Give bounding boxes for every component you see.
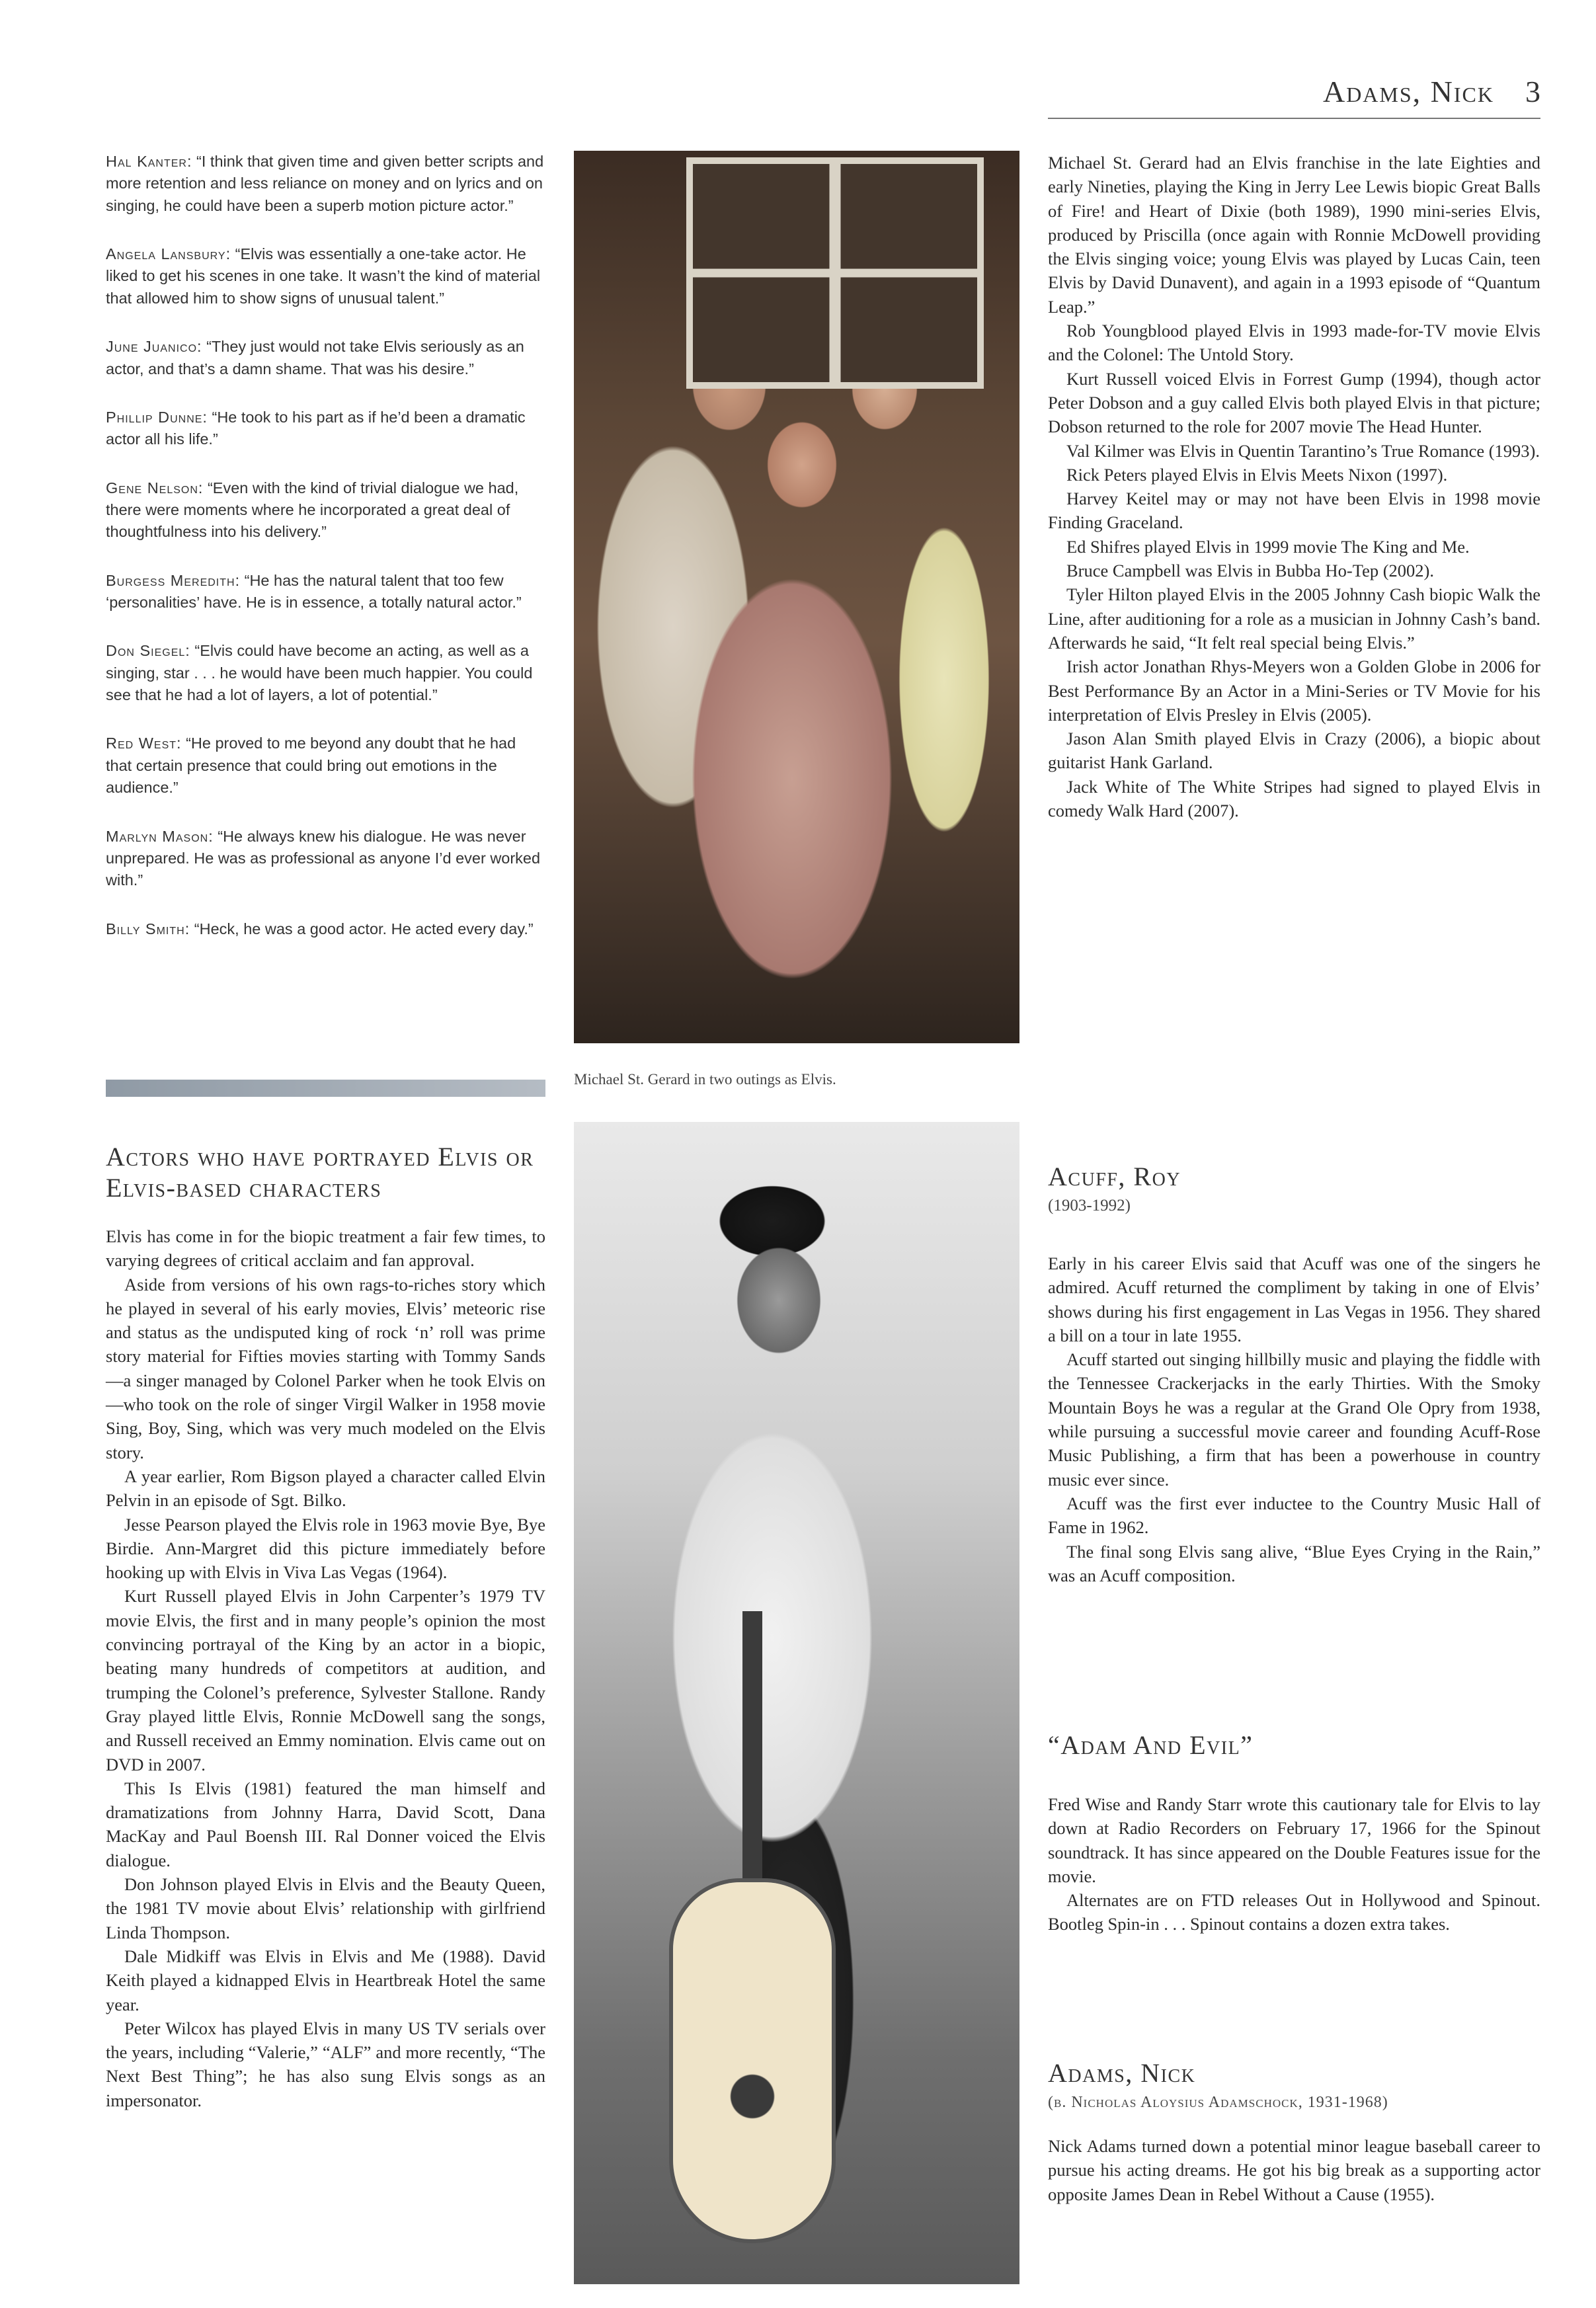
quote <box>106 918 545 940</box>
section-heading-nick-adams: Adams, Nick <box>1048 2058 1196 2088</box>
quote-speaker: Red West: <box>106 735 182 752</box>
nick-adams-birthname: (b. Nicholas Aloysius Adamschock, 1931-1968) <box>1048 2094 1388 2111</box>
paragraph: Peter Wilcox has played Elvis in many US TV serials over the years, including “Valerie,” “ALF” and more recently, “The Next Best Thing”; he has also sung Elvis songs as an impersonator. <box>106 2018 545 2110</box>
paragraph: Alternates are on FTD releases Out in Hollywood and Spinout. Bootleg Spin-in . . . Spinout contains a dozen extra takes. <box>1048 1890 1540 1934</box>
quote-text: “He proved to me beyond any doubt that he had that certain presence that could bring out emotions in the audience.” <box>106 735 516 797</box>
quote-text: “He took to his part as if he’d been a dramatic actor all his life.” <box>106 408 526 448</box>
running-header <box>1048 71 1540 119</box>
quote <box>106 733 545 799</box>
quote <box>106 640 545 706</box>
guitar-neck-shape <box>742 1611 762 1895</box>
photo-caption: Michael St. Gerard in two outings as Elvis. <box>574 1071 836 1088</box>
quote-text: “Elvis was essentially a one-take actor. He liked to get his scenes in one take. It wasn’t the kind of material that allowed him to show signs of unusual talent.” <box>106 245 541 307</box>
paragraph: Jason Alan Smith played Elvis in Crazy (2006), a biopic about guitarist Hank Garland. <box>1048 729 1540 773</box>
quote <box>106 477 545 543</box>
quote <box>106 243 545 309</box>
quote-speaker: Don Siegel: <box>106 642 190 660</box>
paragraph: Elvis has come in for the biopic treatment a fair few times, to varying degrees of critical acclaim and fan approval. <box>106 1226 545 1271</box>
quote <box>106 826 545 892</box>
paragraph: Acuff was the first ever inductee to the Country Music Hall of Fame in 1962. <box>1048 1493 1540 1538</box>
paragraph: Jack White of The White Stripes had signed to played Elvis in comedy Walk Hard (2007). <box>1048 776 1540 821</box>
text-column-acuff <box>1048 1252 1540 1587</box>
paragraph: Jesse Pearson played the Elvis role in 1963 movie Bye, Bye Birdie. Ann-Margret did this picture immediately before hooking up with Elvis in Viva Las Vegas (1964). <box>106 1514 545 1583</box>
paragraph: Ed Shifres played Elvis in 1999 movie The King and Me. <box>1066 536 1470 557</box>
paragraph: Harvey Keitel may or may not have been Elvis in 1998 movie Finding Graceland. <box>1048 489 1540 533</box>
photo-elvis-with-guitar <box>574 1122 1019 2284</box>
paragraph: Kurt Russell played Elvis in John Carpenter’s 1979 TV movie Elvis, the first and in many people’s opinion the most convincing portrayal of the King by an actor in a biopic, beating many hundreds of competitors at audition, and trumping the Colonel’s preference, Sylvester Stallone. Randy Gray played little Elvis, Ronnie McDowell sang the songs, and Russell received an Emmy nomination. Elvis came out on DVD in 2007. <box>106 1586 545 1774</box>
section-heading-acuff: Acuff, Roy <box>1048 1162 1181 1191</box>
paragraph: Acuff started out singing hillbilly music and playing the fiddle with the Tennessee Crackerjacks in the early Thirties. With the Smoky Mountain Boys he was a regular at the Grand Ole Opry from 1938, while pursuing a successful movie career and founding Acuff-Rose Music Publishing, a firm that has been a powerhouse in country music ever since. <box>1048 1349 1540 1490</box>
text-column-nick-adams <box>1048 2134 1540 2206</box>
quote-text: “Even with the kind of trivial dialogue we had, there were moments where he incorporated a great deal of thoughtfulness into his delivery.” <box>106 479 519 541</box>
quote-speaker: Billy Smith: <box>106 920 190 937</box>
quote-text: “He always knew his dialogue. He was never unprepared. He was as professional as anyone I’d ever worked with.” <box>106 827 541 889</box>
paragraph: Rick Peters played Elvis in Elvis Meets Nixon (1997). <box>1066 464 1448 485</box>
section-heading-adam-and-evil: “Adam And Evil” <box>1048 1730 1254 1760</box>
paragraph: The final song Elvis sang alive, “Blue Eyes Crying in the Rain,” was an Acuff composition. <box>1048 1541 1540 1585</box>
text-column-adam-and-evil <box>1048 1792 1540 1936</box>
quote <box>106 151 545 217</box>
paragraph: Bruce Campbell was Elvis in Bubba Ho-Tep (2002). <box>1066 561 1435 581</box>
quote <box>106 336 545 380</box>
quote-text: “Elvis could have become an acting, as well as a singing, star . . . he would have been much happier. You could see that he had a lot of layers, a lot of potential.” <box>106 642 533 704</box>
paragraph: Rob Youngblood played Elvis in 1993 made-for-TV movie Elvis and the Colonel: The Untold Story. <box>1048 321 1540 365</box>
quote-speaker: June Juanico: <box>106 338 202 356</box>
paragraph: Fred Wise and Randy Starr wrote this cautionary tale for Elvis to lay down at Radio Recorders on February 17, 1966 for the Spinout soundtrack. It has since appeared on the Double Features issue for the movie. <box>1048 1794 1540 1886</box>
quote-speaker: Marlyn Mason: <box>106 827 214 845</box>
paragraph: Tyler Hilton played Elvis in the 2005 Johnny Cash biopic Walk the Line, after auditioning for a role as a musician in Johnny Cash’s band. Afterwards he said, “It felt real special being Elvis.” <box>1048 584 1540 653</box>
paragraph: A year earlier, Rom Bigson played a character called Elvin Pelvin in an episode of Sgt. Bilko. <box>106 1466 545 1511</box>
paragraph: Don Johnson played Elvis in Elvis and the Beauty Queen, the 1981 TV movie about Elvis’ relationship with girlfriend Linda Thompson. <box>106 1874 545 1942</box>
paragraph: Kurt Russell voiced Elvis in Forrest Gump (1994), though actor Peter Dobson and a guy called Elvis both played Elvis in that picture; Dobson returned to the role for 2007 movie The Head Hunter. <box>1048 368 1540 437</box>
quote <box>106 570 545 614</box>
paragraph: Early in his career Elvis said that Acuff was one of the singers he admired. Acuff returned the compliment by taking in one of Elvis’ shows during his first engagement in Las Vegas in 1956. They shared a bill on a tour in late 1955. <box>1048 1253 1540 1345</box>
section-heading-actors: Actors who have portrayed Elvis or Elvis-based characters <box>106 1142 534 1203</box>
guitar-body-shape <box>673 1882 832 2239</box>
quote-speaker: Burgess Meredith: <box>106 571 241 589</box>
paragraph: Nick Adams turned down a potential minor league baseball career to pursue his acting dreams. He got his big break as a supporting actor opposite James Dean in Rebel Without a Cause (1955). <box>1048 2136 1540 2204</box>
quotes-sidebar <box>106 151 545 967</box>
photo-michael-st-gerard-family <box>574 151 1019 1043</box>
paragraph: Aside from versions of his own rags-to-riches story which he played in several of his early movies, Elvis’ meteoric rise and status as the undisputed king of rock ‘n’ roll was prime story material for Fifties movies starting with Tommy Sands—a singer managed by Colonel Parker when he took Elvis on—who took on the role of singer Virgil Walker in 1958 movie Sing, Boy, Sing, which was very much modeled on the Elvis story. <box>106 1274 545 1462</box>
quote-speaker: Hal Kanter: <box>106 153 192 170</box>
paragraph: Dale Midkiff was Elvis in Elvis and Me (1988). David Keith played a kidnapped Elvis in Heartbreak Hotel the same year. <box>106 1946 545 2014</box>
acuff-dates: (1903-1992) <box>1048 1197 1131 1214</box>
text-column-actors-continued <box>1048 151 1540 822</box>
paragraph: Val Kilmer was Elvis in Quentin Tarantino’s True Romance (1993). <box>1066 440 1540 461</box>
quote-speaker: Angela Lansbury: <box>106 245 231 263</box>
sidebar-divider-bar <box>106 1080 545 1097</box>
paragraph: Michael St. Gerard had an Elvis franchise in the late Eighties and early Nineties, playing the King in Jerry Lee Lewis biopic Great Balls of Fire! and Heart of Dixie (both 1989), 1990 mini-series Elvis, produced by Priscilla (once again with Ronnie McDowell providing the Elvis singing voice; young Elvis was played by Lucas Cain, teen Elvis by David Dunavent), and again in a 1993 episode of “Quantum Leap.” <box>1048 153 1540 317</box>
quote-text: “He has the natural talent that too few ‘personalities’ have. He is in essence, a totally natural actor.” <box>106 571 522 612</box>
quote-text: “I think that given time and given better scripts and more retention and less reliance on money and on lyrics and on singing, he could have been a superb motion picture actor.” <box>106 153 544 214</box>
quote-text: “They just would not take Elvis seriously as an actor, and that’s a damn shame. That was his desire.” <box>106 338 524 378</box>
page-number: 3 <box>1525 75 1540 108</box>
quote <box>106 407 545 451</box>
paragraph: This Is Elvis (1981) featured the man himself and dramatizations from Johnny Harra, David Scott, Dana MacKay and Paul Boensh III. Ral Donner voiced the Elvis dialogue. <box>106 1778 545 1870</box>
quote-speaker: Phillip Dunne: <box>106 408 208 426</box>
running-header-title: Adams, Nick <box>1322 75 1494 108</box>
text-column-actors <box>106 1224 545 2112</box>
paragraph: Irish actor Jonathan Rhys-Meyers won a Golden Globe in 2006 for Best Performance By an Actor in a Mini-Series or TV Movie for his interpretation of Elvis Presley in Elvis (2005). <box>1048 657 1540 725</box>
photo-window-backdrop <box>686 157 984 389</box>
quote-text: “Heck, he was a good actor. He acted every day.” <box>194 920 534 937</box>
quote-speaker: Gene Nelson: <box>106 479 204 497</box>
